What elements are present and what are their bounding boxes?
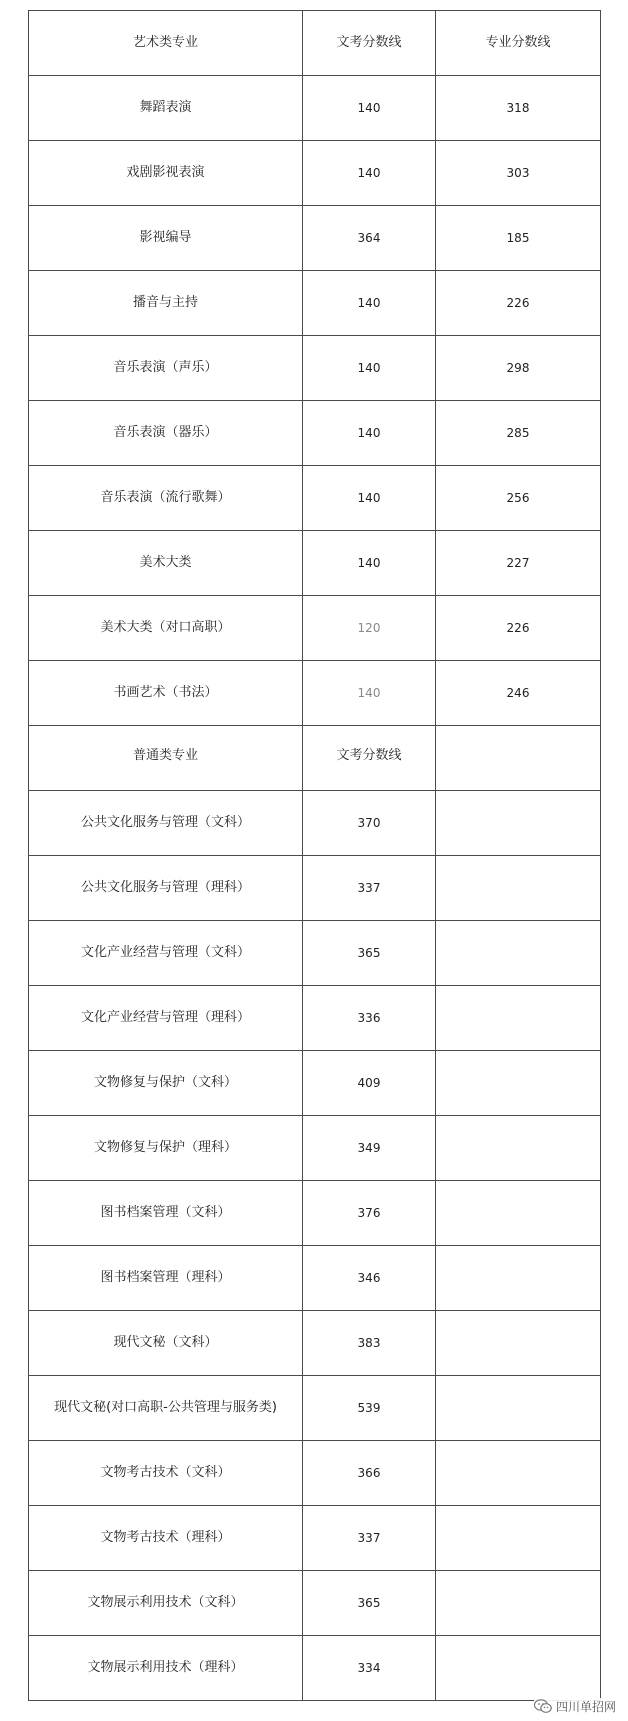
watermark-text: 四川单招网 — [555, 1700, 616, 1714]
header-empty-cell — [436, 726, 601, 791]
table-row — [29, 596, 601, 661]
table-row — [29, 921, 601, 986]
culture-score-cell: 334 — [303, 1636, 436, 1701]
major-score-cell: 303 — [436, 141, 601, 206]
table-row — [29, 206, 601, 271]
table-row — [29, 401, 601, 466]
major-cell: 舞蹈表演 — [29, 76, 303, 141]
table-row — [29, 336, 601, 401]
major-cell: 音乐表演（器乐） — [29, 401, 303, 466]
empty-cell — [436, 1636, 601, 1701]
culture-score-cell: 140 — [303, 531, 436, 596]
culture-score-cell: 376 — [303, 1181, 436, 1246]
table-row — [29, 1051, 601, 1116]
table-row — [29, 661, 601, 726]
culture-score-cell: 140 — [303, 336, 436, 401]
major-score-cell: 318 — [436, 76, 601, 141]
culture-score-cell: 365 — [303, 1571, 436, 1636]
empty-cell — [436, 1246, 601, 1311]
major-score-cell: 185 — [436, 206, 601, 271]
major-cell: 文物考古技术（理科） — [29, 1506, 303, 1571]
major-score-cell: 226 — [436, 271, 601, 336]
major-cell: 文物展示利用技术（文科） — [29, 1571, 303, 1636]
major-score-cell: 227 — [436, 531, 601, 596]
empty-cell — [436, 856, 601, 921]
header-general-major: 普通类专业 — [29, 726, 303, 791]
major-cell: 文物修复与保护（理科） — [29, 1116, 303, 1181]
empty-cell — [436, 1116, 601, 1181]
major-cell: 美术大类（对口高职） — [29, 596, 303, 661]
art-header-row — [29, 11, 601, 76]
header-major-score: 专业分数线 — [436, 11, 601, 76]
culture-score-cell: 120 — [303, 596, 436, 661]
culture-score-cell: 370 — [303, 791, 436, 856]
culture-score-cell: 365 — [303, 921, 436, 986]
culture-score-cell: 140 — [303, 76, 436, 141]
table-row — [29, 856, 601, 921]
major-cell: 书画艺术（书法） — [29, 661, 303, 726]
table-row — [29, 986, 601, 1051]
major-cell: 文化产业经营与管理（文科） — [29, 921, 303, 986]
table-row — [29, 1506, 601, 1571]
empty-cell — [436, 921, 601, 986]
table-row — [29, 76, 601, 141]
major-cell: 图书档案管理（理科） — [29, 1246, 303, 1311]
major-cell: 文物修复与保护（文科） — [29, 1051, 303, 1116]
table-row — [29, 531, 601, 596]
culture-score-cell: 364 — [303, 206, 436, 271]
culture-score-cell: 337 — [303, 856, 436, 921]
empty-cell — [436, 1051, 601, 1116]
culture-score-cell: 140 — [303, 401, 436, 466]
table-row — [29, 1116, 601, 1181]
major-score-cell: 285 — [436, 401, 601, 466]
empty-cell — [436, 1311, 601, 1376]
general-header-row — [29, 726, 601, 791]
empty-cell — [436, 1571, 601, 1636]
major-cell: 音乐表演（流行歌舞） — [29, 466, 303, 531]
major-score-cell: 256 — [436, 466, 601, 531]
empty-cell — [436, 1376, 601, 1441]
table-row — [29, 1441, 601, 1506]
major-cell: 文物展示利用技术（理科） — [29, 1636, 303, 1701]
major-score-cell: 298 — [436, 336, 601, 401]
culture-score-cell: 349 — [303, 1116, 436, 1181]
table-row — [29, 1571, 601, 1636]
major-cell: 文物考古技术（文科） — [29, 1441, 303, 1506]
culture-score-cell: 337 — [303, 1506, 436, 1571]
empty-cell — [436, 986, 601, 1051]
major-cell: 戏剧影视表演 — [29, 141, 303, 206]
culture-score-cell: 346 — [303, 1246, 436, 1311]
major-cell: 影视编导 — [29, 206, 303, 271]
empty-cell — [436, 1181, 601, 1246]
major-score-cell: 246 — [436, 661, 601, 726]
table-row — [29, 1181, 601, 1246]
score-table — [28, 10, 601, 1701]
major-cell: 播音与主持 — [29, 271, 303, 336]
table-row — [29, 141, 601, 206]
wechat-icon — [534, 1699, 552, 1714]
empty-cell — [436, 791, 601, 856]
header-culture-score: 文考分数线 — [303, 11, 436, 76]
culture-score-cell: 140 — [303, 466, 436, 531]
culture-score-cell: 336 — [303, 986, 436, 1051]
culture-score-cell: 539 — [303, 1376, 436, 1441]
table-row — [29, 1246, 601, 1311]
major-cell: 图书档案管理（文科） — [29, 1181, 303, 1246]
header-general-culture-score: 文考分数线 — [303, 726, 436, 791]
major-cell: 公共文化服务与管理（理科） — [29, 856, 303, 921]
major-cell: 美术大类 — [29, 531, 303, 596]
table-row — [29, 1636, 601, 1701]
culture-score-cell: 140 — [303, 661, 436, 726]
major-cell: 公共文化服务与管理（文科） — [29, 791, 303, 856]
empty-cell — [436, 1506, 601, 1571]
major-score-cell: 226 — [436, 596, 601, 661]
watermark — [534, 1698, 616, 1715]
empty-cell — [436, 1441, 601, 1506]
major-cell: 现代文秘(对口高职-公共管理与服务类) — [29, 1376, 303, 1441]
table-row — [29, 271, 601, 336]
major-cell: 现代文秘（文科） — [29, 1311, 303, 1376]
culture-score-cell: 140 — [303, 141, 436, 206]
table-row — [29, 466, 601, 531]
major-cell: 文化产业经营与管理（理科） — [29, 986, 303, 1051]
major-cell: 音乐表演（声乐） — [29, 336, 303, 401]
culture-score-cell: 409 — [303, 1051, 436, 1116]
culture-score-cell: 383 — [303, 1311, 436, 1376]
header-major: 艺术类专业 — [29, 11, 303, 76]
culture-score-cell: 140 — [303, 271, 436, 336]
culture-score-cell: 366 — [303, 1441, 436, 1506]
table-row — [29, 1376, 601, 1441]
table-row — [29, 791, 601, 856]
table-row — [29, 1311, 601, 1376]
